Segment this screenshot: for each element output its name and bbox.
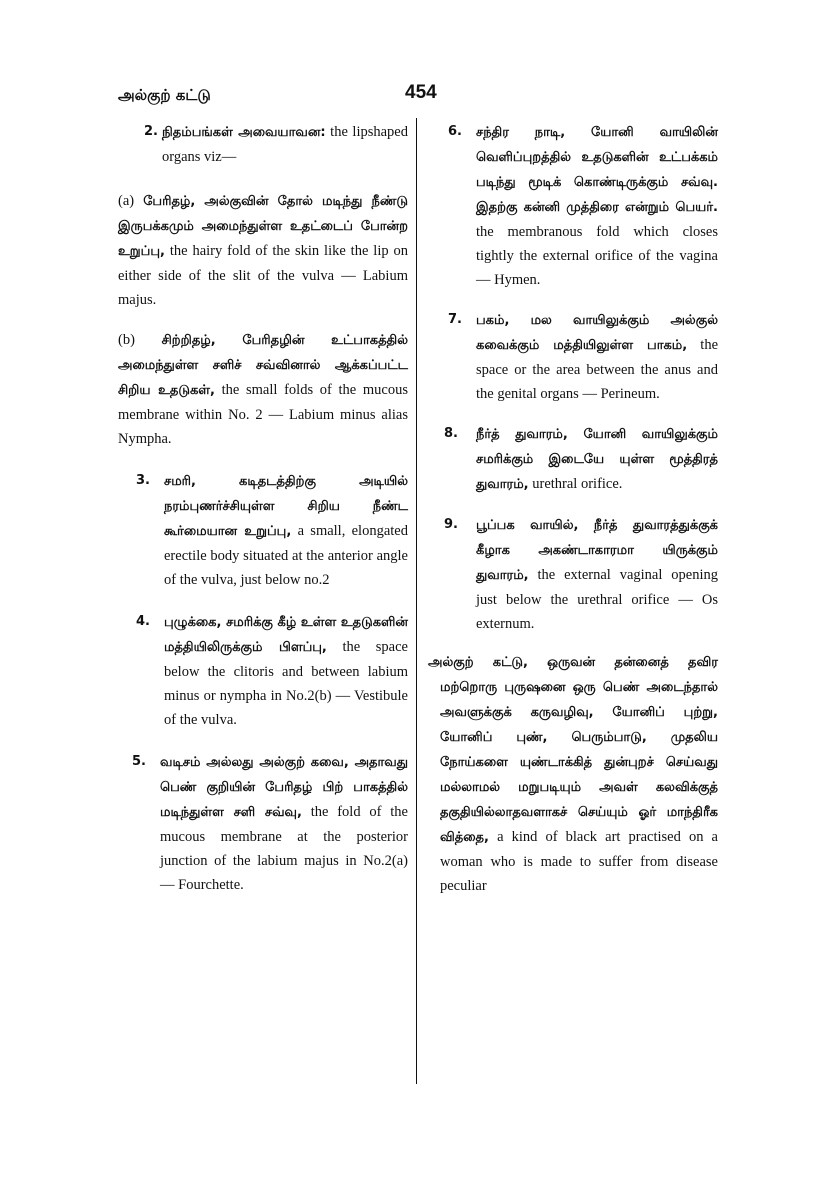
entry-tamil: நிதம்பங்கள் அவையாவன: <box>162 125 326 140</box>
entry-tamil: நீர்த் துவாரம், யோனி வாயிலுக்கும் சமரிக்கும் இடையே யுள்ள மூத்திரத் துவாரம், <box>476 427 718 492</box>
entry-english: urethral orifice. <box>528 476 623 492</box>
main-entry-alkurr-kattu <box>428 650 718 898</box>
entry-number: 9. <box>444 517 458 532</box>
entry-tamil: வடிசம் அல்லது அல்குற் கவை, அதாவது பெண் குறியின் பேரிதழ் பிற் பாகத்தில் மடிந்துள்ள சளி சவ்வு, <box>160 755 408 820</box>
entry-number: 8. <box>444 426 458 441</box>
entry-english: the small folds of the mucous membrane within No. 2 — Labium minus alias Nympha. <box>118 382 408 447</box>
right-column <box>428 120 718 898</box>
entry-2 <box>118 120 408 169</box>
entry-english: the fold of the mucous membrane at the posterior junction of the labium majus in No.2(a) — Fourchette. <box>160 804 408 893</box>
running-head: அல்குற் கட்டு <box>118 86 211 104</box>
entry-4 <box>118 610 408 732</box>
entry-english: the external vaginal opening just below the urethral orifice — Os externum. <box>476 567 718 632</box>
entry-english: the space below the clitoris and between labium minus or nympha in No.2(b) — Vestibule of the vulva. <box>164 639 408 728</box>
entry-tamil: சிற்றிதழ், பேரிதழின் உட்பாகத்தில் அமைந்துள்ள சளிச் சவ்வினால் ஆக்கப்பட்ட சிறிய உதடுகள், <box>118 333 408 398</box>
entry-number: 6. <box>448 124 462 139</box>
entry-number: 3. <box>136 473 150 488</box>
entry-2a <box>118 189 408 312</box>
entry-tamil: பூப்பக வாயில், நீர்த் துவாரத்துக்குக் கீழாக அகண்டாகாரமா யிருக்கும் துவாரம், <box>476 518 718 583</box>
entry-9 <box>428 513 718 636</box>
entry-tamil: அல்குற் கட்டு, ஒருவன் தன்னைத் தவிர மற்றொரு புருஷனை ஒரு பெண் அடைந்தால் அவளுக்குக் கருவழிவு, யோனிப் புற்று, யோனிப் புண், பெரும்பாடு, முதலிய நோய்களை யுண்டாக்கித் துன்புறச் செய்வது மல்லாமல் மறுபடியும் அவள் கலவிக்குத் தகுதியில்லாதவளாகச் செய்யும் ஓர் மாந்திரீக வித்தை, <box>428 655 718 845</box>
entry-5 <box>118 750 408 897</box>
entry-english: the lipshaped organs viz— <box>162 124 408 165</box>
entry-number: 7. <box>448 312 462 327</box>
entry-tamil: பகம், மல வாயிலுக்கும் அல்குல் கவைக்கும் மத்தியிலுள்ள பாகம், <box>476 313 718 353</box>
entry-6 <box>428 120 718 292</box>
entry-tamil: பேரிதழ், அல்குவின் தோல் மடிந்து நீண்டு இருபக்கமும் அமைந்துள்ள உதட்டைப் போன்ற உறுப்பு, <box>118 194 408 259</box>
entry-3 <box>118 469 408 592</box>
entry-english: a kind of black art practised on a woman who is made to suffer from disease peculiar <box>440 829 718 894</box>
entry-2b <box>118 328 408 451</box>
sub-label: (b) <box>118 332 135 348</box>
entry-english: the hairy fold of the skin like the lip on either side of the slit of the vulva — Labium majus. <box>118 243 408 308</box>
entry-english: the membranous fold which closes tightly the external orifice of the vagina — Hymen. <box>476 224 718 288</box>
entry-tamil: புழுக்கை, சமரிக்கு கீழ் உள்ள உதடுகளின் மத்தியிலிருக்கும் பிளப்பு, <box>164 615 408 655</box>
entry-english: the space or the area between the anus and the genital organs — Perineum. <box>476 337 719 402</box>
entry-tamil: சந்திர நாடி, யோனி வாயிலின் வெளிப்புறத்தில் உதடுகளின் உட்பக்கம் படிந்து மூடிக் கொண்டிருக்கும் சவ்வு. இதற்கு கன்னி முத்திரை என்றும் பெயர். <box>476 125 718 215</box>
left-column <box>118 120 408 897</box>
entry-number: 2. <box>144 124 158 139</box>
entry-7 <box>428 308 718 406</box>
entry-8 <box>428 422 718 497</box>
entry-english: a small, elongated erectile body situated at the anterior angle of the vulva, just below no.2 <box>164 523 408 588</box>
entry-number: 4. <box>136 614 150 629</box>
column-divider <box>416 118 417 1084</box>
page-number: 454 <box>405 82 437 103</box>
entry-number: 5. <box>132 754 146 769</box>
entry-tamil: சமரி, கடிதடத்திற்கு அடியில் நரம்புணர்ச்சியுள்ள சிறிய நீண்ட கூர்மையான உறுப்பு, <box>164 474 408 539</box>
sub-label: (a) <box>118 193 135 209</box>
